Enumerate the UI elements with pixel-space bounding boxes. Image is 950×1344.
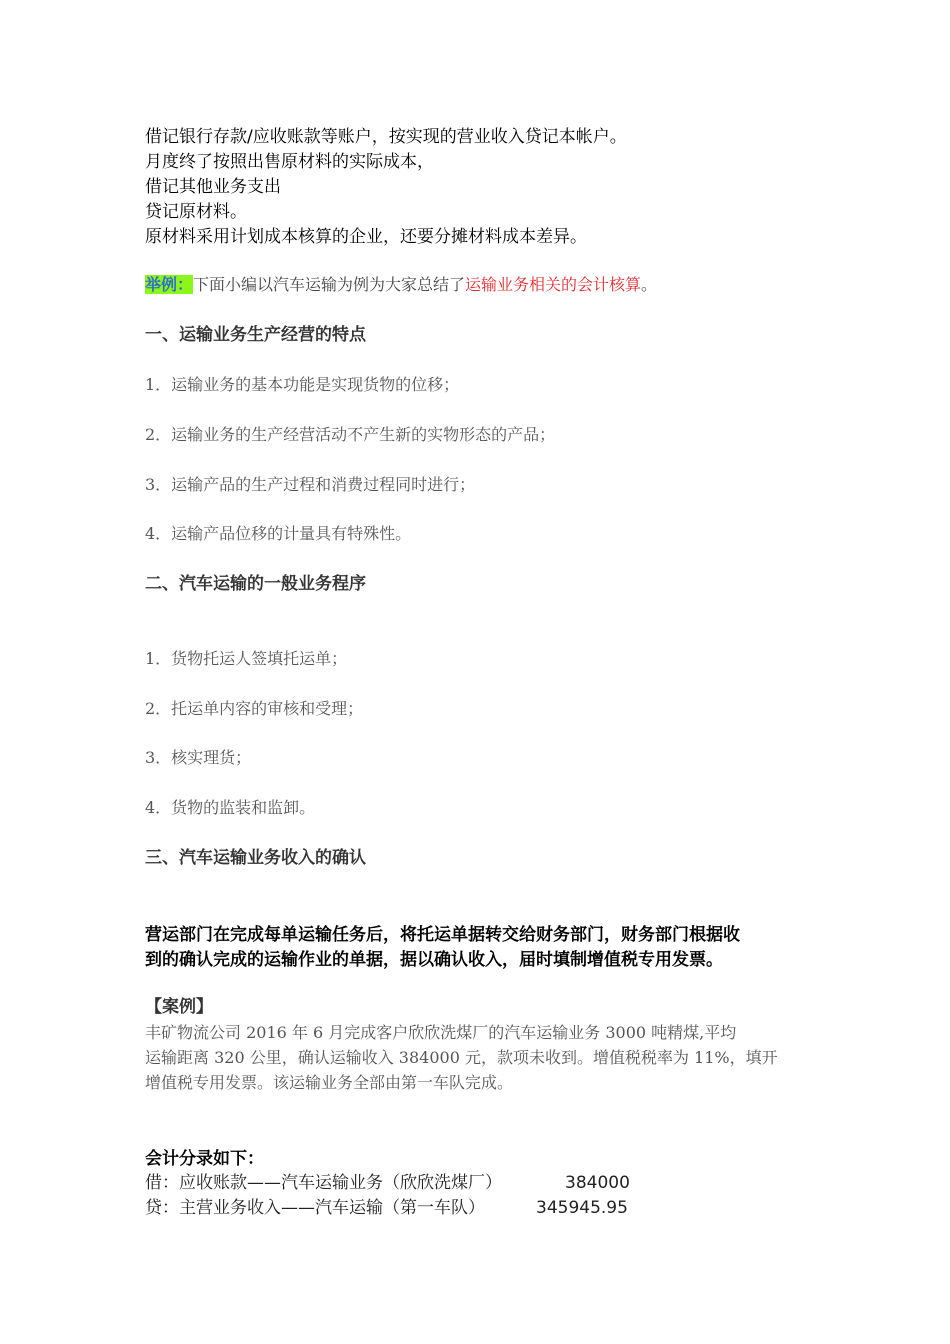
- intro-line: 贷记原材料。: [145, 202, 247, 222]
- entry-amount: 345945.95: [536, 1198, 628, 1218]
- list-item: 3．核实理货；: [145, 748, 252, 767]
- entry-text: 借：应收账款——汽车运输业务（欣欣洗煤厂）: [145, 1173, 502, 1193]
- bold-paragraph-line: 营运部门在完成每单运输任务后，将托运单据转交给财务部门，财务部门根据收: [145, 925, 740, 945]
- list-item: 4．货物的监装和监卸。: [145, 798, 316, 817]
- case-line: 增值税专用发票。该运输业务全部由第一车队完成。: [145, 1073, 514, 1092]
- section-heading: 三、汽车运输业务收入的确认: [145, 848, 366, 868]
- list-item: 2．托运单内容的审核和受理；: [145, 699, 364, 718]
- intro-line: 月度终了按照出售原材料的实际成本，: [145, 152, 434, 172]
- entry-line: [145, 1170, 630, 1196]
- section-heading: 二、汽车运输的一般业务程序: [145, 574, 366, 594]
- entry-text: 贷：主营业务收入——汽车运输（第一车队）: [145, 1198, 485, 1218]
- case-title: 【案例】: [145, 997, 213, 1017]
- list-item: 2．运输业务的生产经营活动不产生新的实物形态的产品；: [145, 425, 556, 444]
- intro-line: 原材料采用计划成本核算的企业，还要分摊材料成本差异。: [145, 227, 587, 247]
- example-line: [145, 273, 657, 297]
- list-item: 3．运输产品的生产过程和消费过程同时进行；: [145, 475, 476, 494]
- intro-line: 借记其他业务支出: [145, 177, 281, 197]
- bold-paragraph-line: 到的确认完成的运输作业的单据，据以确认收入，届时填制增值税专用发票。: [145, 950, 723, 970]
- list-item: 4．运输产品位移的计量具有特殊性。: [145, 524, 412, 543]
- section-heading: 一、运输业务生产经营的特点: [145, 325, 366, 345]
- case-line: 运输距离 320 公里，确认运输收入 384000 元，款项未收到。增值税税率为 11%，填开: [145, 1048, 778, 1067]
- example-label: 举例：: [145, 275, 194, 294]
- list-item: 1．货物托运人签填托运单；: [145, 649, 348, 668]
- list-item: 1．运输业务的基本功能是实现货物的位移；: [145, 375, 460, 394]
- entries-title: 会计分录如下：: [145, 1149, 264, 1169]
- intro-line: 借记银行存款/应收账款等账户，按实现的营业收入贷记本帐户。: [145, 127, 627, 147]
- example-text: 下面小编以汽车运输为例为大家总结了: [193, 275, 466, 294]
- entry-line: [145, 1195, 628, 1221]
- example-highlight-text: 运输业务相关的会计核算: [465, 275, 642, 294]
- case-line: 丰矿物流公司 2016 年 6 月完成客户欣欣洗煤厂的汽车运输业务 3000 吨精煤,平均: [145, 1023, 737, 1042]
- entry-amount: 384000: [565, 1173, 630, 1193]
- example-text-end: 。: [641, 275, 658, 294]
